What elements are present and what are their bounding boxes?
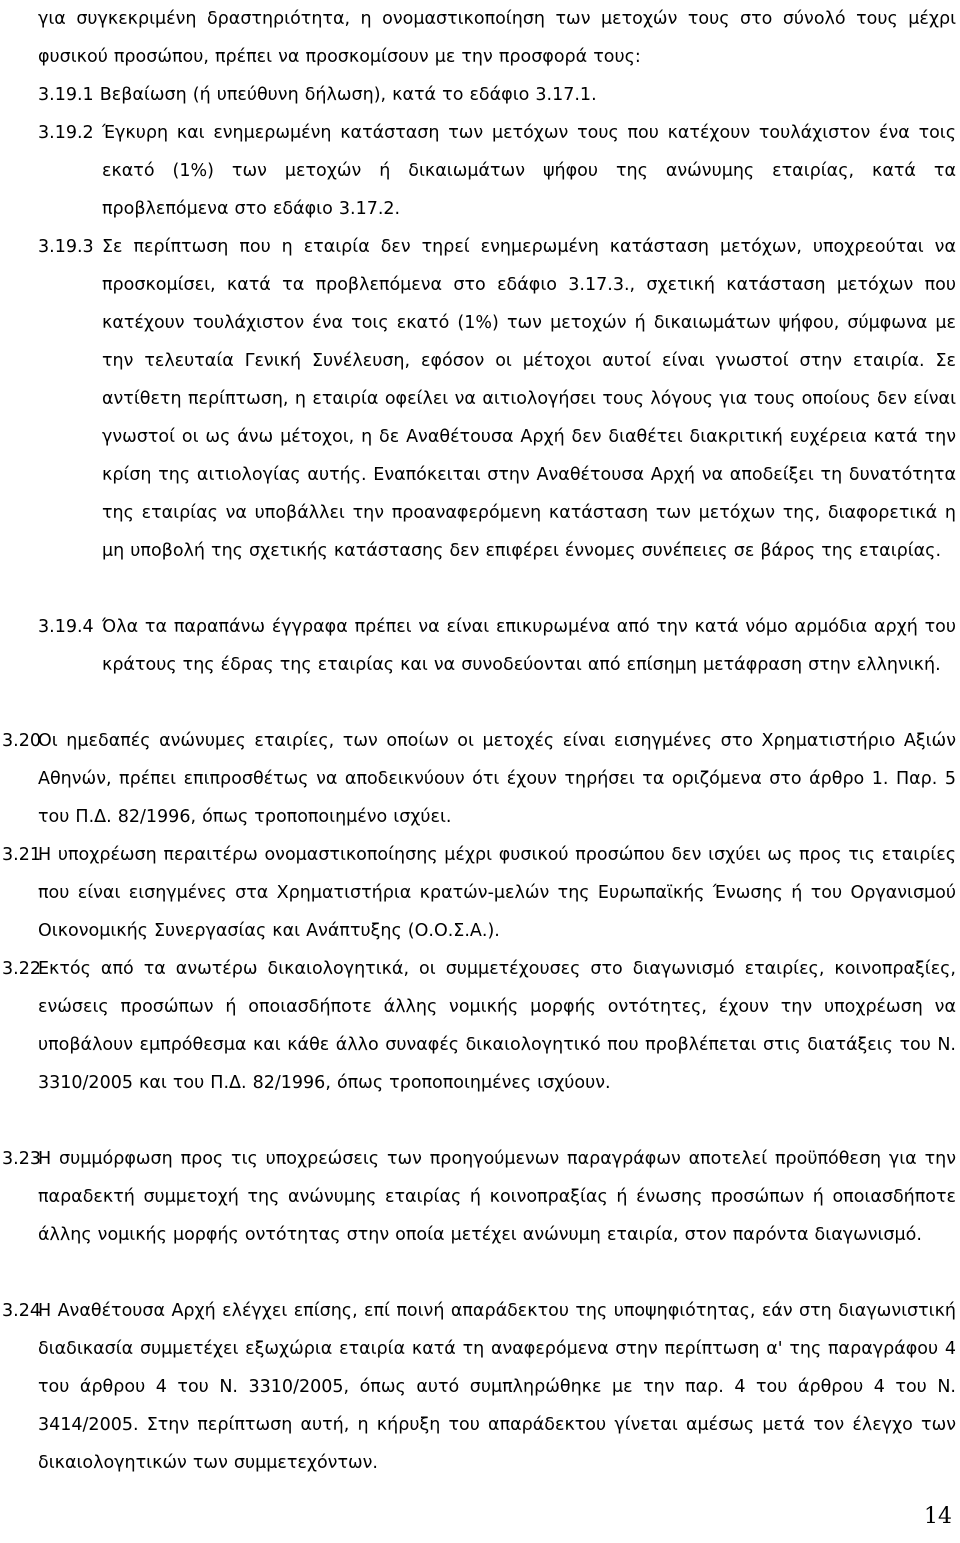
paragraph-text: Εκτός από τα ανωτέρω δικαιολογητικά, οι συμμετέχουσες στο διαγωνισμό εταιρίες, κοινοπραξίες, ενώσεις προσώπων ή οποιασδήποτε άλλης νομικής μορφής οντότητες, έχουν την υποχρέωση να υποβάλουν εμπρόθεσμα και κάθε άλλο συναφές δικαιολογητικό που προβλέπεται στις διατάξεις του Ν. 3310/2005 και του Π.Δ. 82/1996, όπως τροποποιημένες ισχύουν.: [38, 959, 956, 1093]
paragraph-number: 3.21: [2, 845, 41, 865]
paragraph-number: 3.20: [2, 731, 41, 751]
paragraph-text: Η υποχρέωση περαιτέρω ονομαστικοποίησης μέχρι φυσικού προσώπου δεν ισχύει ως προς τις εταιρίες που είναι εισηγμένες στα Χρηματιστήρια κρατών-μελών της Ευρωπαϊκής Ένωσης ή του Οργανισμού Οικονομικής Συνεργασίας και Ανάπτυξης (Ο.Ο.Σ.Α.).: [38, 845, 956, 941]
paragraph-text: Έγκυρη και ενημερωμένη κατάσταση των μετόχων τους που κατέχουν τουλάχιστον ένα τοις εκατό (1%) των μετοχών ή δικαιωμάτων ψήφου της ανώνυμης εταιρίας, κατά τα προβλεπόμενα στο εδάφιο 3.17.2.: [102, 123, 956, 219]
paragraph-3-19-3: [38, 228, 956, 570]
paragraph-3-19-2: [38, 114, 956, 228]
paragraph-text: Όλα τα παραπάνω έγγραφα πρέπει να είναι επικυρωμένα από την κατά νόμο αρμόδια αρχή του κράτους της έδρας της εταιρίας και να συνοδεύονται από επίσημη μετάφραση στην ελληνική.: [102, 617, 956, 675]
paragraph-3-23: [2, 1140, 956, 1254]
paragraph-number: 3.19.4: [38, 617, 94, 637]
paragraph-number: 3.24: [2, 1301, 41, 1321]
paragraph-text: Η συμμόρφωση προς τις υποχρεώσεις των προηγούμενων παραγράφων αποτελεί προϋπόθεση για την παραδεκτή συμμετοχή της ανώνυμης εταιρίας ή κοινοπραξίας ή ένωσης προσώπων ή οποιασδήποτε άλλης νομικής μορφής οντότητας στην οποία μετέχει ανώνυμη εταιρία, στον παρόντα διαγωνισμό.: [38, 1149, 956, 1245]
paragraph-3-20: [2, 722, 956, 836]
paragraph-3-19-4: [38, 608, 956, 684]
intro-paragraph: [38, 0, 956, 76]
paragraph-number: 3.23: [2, 1149, 41, 1169]
paragraph-3-22: [2, 950, 956, 1102]
paragraph-3-21: [2, 836, 956, 950]
paragraph-number: 3.19.2: [38, 123, 94, 143]
paragraph-text: Οι ημεδαπές ανώνυμες εταιρίες, των οποίων οι μετοχές είναι εισηγμένες στο Χρηματιστήριο Αξιών Αθηνών, πρέπει επιπροσθέτως να αποδεικνύουν ότι έχουν τηρήσει τα οριζόμενα στο άρθρο 1. Παρ. 5 του Π.Δ. 82/1996, όπως τροποποιημένο ισχύει.: [38, 731, 956, 827]
intro-text: για συγκεκριμένη δραστηριότητα, η ονομαστικοποίηση των μετοχών τους στο σύνολό τους μέχρι φυσικού προσώπου, πρέπει να προσκομίσουν με την προσφορά τους:: [38, 9, 956, 67]
page-number: 14: [924, 1504, 952, 1529]
paragraph-text: Σε περίπτωση που η εταιρία δεν τηρεί ενημερωμένη κατάσταση μετόχων, υποχρεούται να προσκομίσει, κατά τα προβλεπόμενα στο εδάφιο 3.17.3., σχετική κατάσταση μετόχων που κατέχουν τουλάχιστον ένα τοις εκατό (1%) των μετοχών ή δικαιωμάτων ψήφου, σύμφωνα με την τελευταία Γενική Συνέλευση, εφόσον οι μέτοχοι αυτοί είναι γνωστοί στην εταιρία. Σε αντίθετη περίπτωση, η εταιρία οφείλει να αιτιολογήσει τους λόγους για τους οποίους δεν είναι γνωστοί οι ως άνω μέτοχοι, η δε Αναθέτουσα Αρχή δεν διαθέτει διακριτική ευχέρεια κατά την κρίση της αιτιολογίας αυτής. Εναπόκειται στην Αναθέτουσα Αρχή να αποδείξει τη δυνατότητα της εταιρίας να υποβάλλει την προαναφερόμενη κατάσταση των μετόχων της, διαφορετικά η μη υποβολή της σχετικής κατάστασης δεν επιφέρει έννομες συνέπειες σε βάρος της εταιρίας.: [102, 237, 956, 561]
paragraph-text: Βεβαίωση (ή υπεύθυνη δήλωση), κατά το εδάφιο 3.17.1.: [99, 85, 597, 105]
paragraph-number: 3.19.3: [38, 237, 94, 257]
paragraph-number: 3.19.1: [38, 85, 94, 105]
paragraph-number: 3.22: [2, 959, 41, 979]
paragraph-3-24: [2, 1292, 956, 1482]
paragraph-text: Η Αναθέτουσα Αρχή ελέγχει επίσης, επί ποινή απαράδεκτου της υποψηφιότητας, εάν στη διαγωνιστική διαδικασία συμμετέχει εξωχώρια εταιρία κατά τη αναφερόμενα στην περίπτωση α' της παραγράφου 4 του άρθρου 4 του Ν. 3310/2005, όπως αυτό συμπληρώθηκε με την παρ. 4 του άρθρου 4 του Ν. 3414/2005. Στην περίπτωση αυτή, η κήρυξη του απαράδεκτου γίνεται αμέσως μετά τον έλεγχο των δικαιολογητικών των συμμετεχόντων.: [38, 1301, 956, 1473]
paragraph-3-19-1: [38, 76, 956, 114]
